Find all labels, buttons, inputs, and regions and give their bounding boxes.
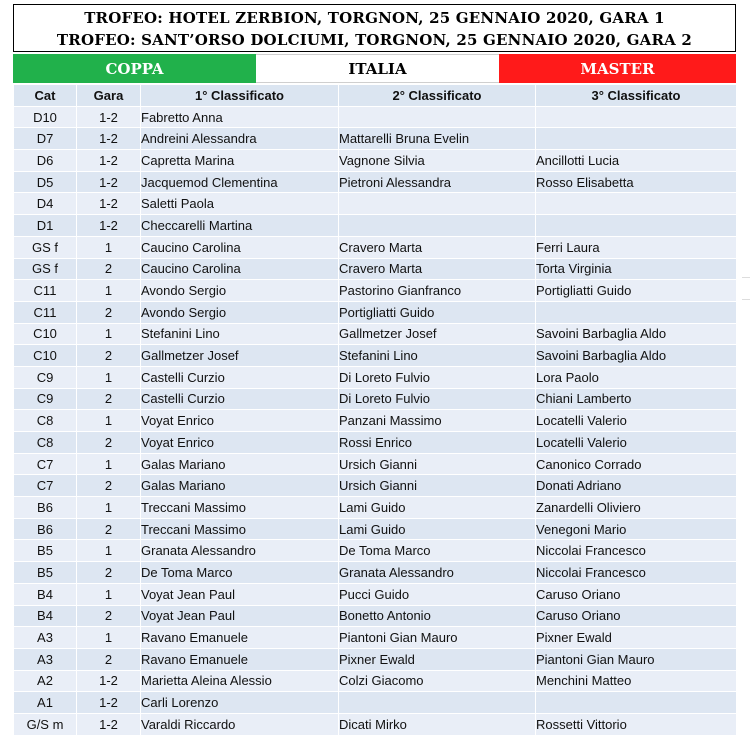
cell-first: Capretta Marina (141, 150, 339, 172)
cell-second: Gallmetzer Josef (339, 323, 536, 345)
header-first: 1° Classificato (141, 85, 339, 107)
table-row (14, 497, 737, 519)
cell-cat: C9 (14, 388, 77, 410)
cell-second: Ursich Gianni (339, 475, 536, 497)
cell-first: Treccani Massimo (141, 497, 339, 519)
cell-cat: C8 (14, 410, 77, 432)
cell-first: Voyat Enrico (141, 410, 339, 432)
cell-gara: 2 (77, 301, 141, 323)
table-row (14, 410, 737, 432)
cell-cat: C11 (14, 301, 77, 323)
cell-first: Voyat Jean Paul (141, 583, 339, 605)
cell-second: Di Loreto Fulvio (339, 388, 536, 410)
header-second: 2° Classificato (339, 85, 536, 107)
table-row (14, 301, 737, 323)
cell-second (339, 692, 536, 714)
cell-first: Voyat Enrico (141, 432, 339, 454)
cell-third: Chiani Lamberto (536, 388, 737, 410)
table-row (14, 193, 737, 215)
cell-cat: G/S m (14, 713, 77, 735)
cell-second: Pastorino Gianfranco (339, 280, 536, 302)
cell-gara: 2 (77, 432, 141, 454)
table-row (14, 648, 737, 670)
cell-cat: A1 (14, 692, 77, 714)
cell-cat: D4 (14, 193, 77, 215)
cell-third (536, 193, 737, 215)
flag-green-coppa: COPPA (13, 54, 256, 83)
cell-gara: 1 (77, 583, 141, 605)
cell-third: Donati Adriano (536, 475, 737, 497)
cell-gara: 2 (77, 648, 141, 670)
cell-third (536, 215, 737, 237)
cell-first: Treccani Massimo (141, 518, 339, 540)
cell-second: Pixner Ewald (339, 648, 536, 670)
cell-first: Voyat Jean Paul (141, 605, 339, 627)
table-row (14, 258, 737, 280)
flag-white-italia: ITALIA (256, 54, 499, 83)
cell-gara: 2 (77, 475, 141, 497)
cell-cat: D5 (14, 171, 77, 193)
cell-third: Caruso Oriano (536, 583, 737, 605)
cell-gara: 1 (77, 540, 141, 562)
table-row (14, 150, 737, 172)
cell-first: Carli Lorenzo (141, 692, 339, 714)
table-row (14, 670, 737, 692)
flag-red-master: MASTER (499, 54, 736, 83)
cell-second: Dicati Mirko (339, 713, 536, 735)
cell-gara: 1 (77, 627, 141, 649)
cell-first: Andreini Alessandra (141, 128, 339, 150)
cell-third: Rosso Elisabetta (536, 171, 737, 193)
table-row (14, 128, 737, 150)
cell-first: Stefanini Lino (141, 323, 339, 345)
cell-cat: D7 (14, 128, 77, 150)
cell-first: Caucino Carolina (141, 258, 339, 280)
cell-gara: 2 (77, 345, 141, 367)
cell-third: Portigliatti Guido (536, 280, 737, 302)
cell-second: Panzani Massimo (339, 410, 536, 432)
cell-second: Stefanini Lino (339, 345, 536, 367)
cell-cat: A3 (14, 627, 77, 649)
cell-gara: 2 (77, 518, 141, 540)
cell-cat: C7 (14, 475, 77, 497)
cell-third: Locatelli Valerio (536, 432, 737, 454)
cell-cat: GS f (14, 258, 77, 280)
cell-second: Bonetto Antonio (339, 605, 536, 627)
table-row (14, 583, 737, 605)
table-row (14, 713, 737, 735)
cell-first: Gallmetzer Josef (141, 345, 339, 367)
cell-second: Di Loreto Fulvio (339, 366, 536, 388)
table-row (14, 432, 737, 454)
cell-first: Ravano Emanuele (141, 648, 339, 670)
cell-third: Ferri Laura (536, 236, 737, 258)
cell-third: Niccolai Francesco (536, 540, 737, 562)
cell-second: Colzi Giacomo (339, 670, 536, 692)
cell-gara: 1-2 (77, 128, 141, 150)
cell-cat: C7 (14, 453, 77, 475)
cell-first: Saletti Paola (141, 193, 339, 215)
cell-second: Rossi Enrico (339, 432, 536, 454)
cell-second: Mattarelli Bruna Evelin (339, 128, 536, 150)
cell-third: Piantoni Gian Mauro (536, 648, 737, 670)
cell-third: Torta Virginia (536, 258, 737, 280)
cell-gara: 1-2 (77, 193, 141, 215)
cell-third: Caruso Oriano (536, 605, 737, 627)
cell-cat: D6 (14, 150, 77, 172)
cell-second: Vagnone Silvia (339, 150, 536, 172)
cell-third: Menchini Matteo (536, 670, 737, 692)
table-header-row (14, 85, 737, 107)
cell-gara: 1-2 (77, 150, 141, 172)
table-row (14, 323, 737, 345)
cell-cat: D1 (14, 215, 77, 237)
cell-second: Portigliatti Guido (339, 301, 536, 323)
cell-gara: 2 (77, 258, 141, 280)
cell-cat: B6 (14, 518, 77, 540)
title-box (13, 4, 736, 52)
table-row (14, 236, 737, 258)
table-row (14, 388, 737, 410)
header-cat: Cat (14, 85, 77, 107)
cell-gara: 1 (77, 497, 141, 519)
cell-gara: 1 (77, 280, 141, 302)
cell-gara: 2 (77, 605, 141, 627)
cell-second: Cravero Marta (339, 236, 536, 258)
cell-cat: A2 (14, 670, 77, 692)
header-gara: Gara (77, 85, 141, 107)
cell-first: Galas Mariano (141, 475, 339, 497)
table-row (14, 106, 737, 128)
table-row (14, 692, 737, 714)
header-third: 3° Classificato (536, 85, 737, 107)
cell-cat: B5 (14, 562, 77, 584)
title-line-2: TROFEO: SANT’ORSO DOLCIUMI, TORGNON, 25 GENNAIO 2020, GARA 2 (56, 31, 693, 49)
cell-second: Pietroni Alessandra (339, 171, 536, 193)
cell-gara: 1 (77, 236, 141, 258)
cell-cat: C11 (14, 280, 77, 302)
cell-third: Niccolai Francesco (536, 562, 737, 584)
table-row (14, 627, 737, 649)
cell-gara: 1 (77, 366, 141, 388)
table-row (14, 518, 737, 540)
cell-second: De Toma Marco (339, 540, 536, 562)
table-row (14, 562, 737, 584)
cell-gara: 1-2 (77, 215, 141, 237)
cell-first: Galas Mariano (141, 453, 339, 475)
cell-cat: A3 (14, 648, 77, 670)
cell-third: Rossetti Vittorio (536, 713, 737, 735)
cell-first: Avondo Sergio (141, 280, 339, 302)
cell-third (536, 301, 737, 323)
cell-second: Ursich Gianni (339, 453, 536, 475)
cell-cat: D10 (14, 106, 77, 128)
cell-second (339, 215, 536, 237)
cell-second: Cravero Marta (339, 258, 536, 280)
cell-gara: 1-2 (77, 670, 141, 692)
cell-cat: C10 (14, 345, 77, 367)
cell-cat: C10 (14, 323, 77, 345)
cell-cat: B5 (14, 540, 77, 562)
cell-second: Piantoni Gian Mauro (339, 627, 536, 649)
cell-first: Castelli Curzio (141, 388, 339, 410)
table-row (14, 453, 737, 475)
results-table (13, 84, 737, 736)
cell-cat: B6 (14, 497, 77, 519)
cell-third: Lora Paolo (536, 366, 737, 388)
cell-gara: 1-2 (77, 171, 141, 193)
cell-first: Caucino Carolina (141, 236, 339, 258)
table-row (14, 215, 737, 237)
title-line-1: TROFEO: HOTEL ZERBION, TORGNON, 25 GENNAIO 2020, GARA 1 (84, 9, 665, 27)
cell-gara: 2 (77, 562, 141, 584)
table-row (14, 366, 737, 388)
cell-third (536, 128, 737, 150)
cell-first: Varaldi Riccardo (141, 713, 339, 735)
cell-third: Pixner Ewald (536, 627, 737, 649)
cell-first: Marietta Aleina Alessio (141, 670, 339, 692)
cell-third (536, 106, 737, 128)
cell-cat: B4 (14, 583, 77, 605)
cell-first: Fabretto Anna (141, 106, 339, 128)
cell-gara: 1-2 (77, 106, 141, 128)
divider (742, 299, 750, 300)
table-row (14, 540, 737, 562)
cell-cat: B4 (14, 605, 77, 627)
cell-first: De Toma Marco (141, 562, 339, 584)
cell-second: Lami Guido (339, 497, 536, 519)
cell-gara: 1-2 (77, 713, 141, 735)
divider (742, 277, 750, 278)
cell-first: Granata Alessandro (141, 540, 339, 562)
table-row (14, 280, 737, 302)
cell-third: Ancillotti Lucia (536, 150, 737, 172)
cell-cat: C9 (14, 366, 77, 388)
cell-gara: 1 (77, 453, 141, 475)
cell-third: Venegoni Mario (536, 518, 737, 540)
table-row (14, 171, 737, 193)
cell-cat: GS f (14, 236, 77, 258)
cell-gara: 1-2 (77, 692, 141, 714)
cell-first: Avondo Sergio (141, 301, 339, 323)
cell-gara: 1 (77, 323, 141, 345)
cell-gara: 1 (77, 410, 141, 432)
cell-second: Lami Guido (339, 518, 536, 540)
cell-third: Savoini Barbaglia Aldo (536, 345, 737, 367)
table-row (14, 475, 737, 497)
cell-first: Jacquemod Clementina (141, 171, 339, 193)
cell-first: Checcarelli Martina (141, 215, 339, 237)
cell-first: Castelli Curzio (141, 366, 339, 388)
cell-second: Granata Alessandro (339, 562, 536, 584)
table-row (14, 605, 737, 627)
cell-third: Canonico Corrado (536, 453, 737, 475)
cell-third (536, 692, 737, 714)
cell-third: Zanardelli Oliviero (536, 497, 737, 519)
cell-second (339, 106, 536, 128)
cell-second (339, 193, 536, 215)
table-row (14, 345, 737, 367)
cell-third: Savoini Barbaglia Aldo (536, 323, 737, 345)
cell-third: Locatelli Valerio (536, 410, 737, 432)
table-body (14, 106, 737, 735)
cell-first: Ravano Emanuele (141, 627, 339, 649)
cell-cat: C8 (14, 432, 77, 454)
cell-second: Pucci Guido (339, 583, 536, 605)
cell-gara: 2 (77, 388, 141, 410)
